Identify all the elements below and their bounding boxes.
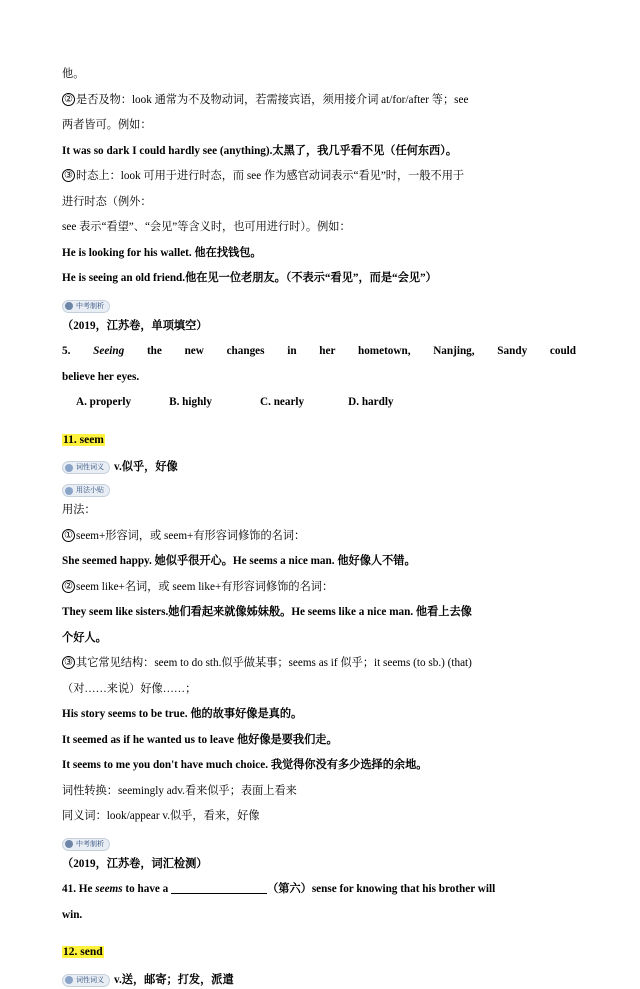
option-a[interactable]: A. properly [76,396,132,408]
exam-analysis-tag-row-2 [62,834,576,852]
line-text: see 表示“看望”、“会见”等含义时，也可用进行时）。例如： [62,221,351,233]
line-text: 词性转换：seemingly adv.看来似乎；表面上看来 [62,784,297,797]
text-line [62,524,576,550]
circled-number-3-icon: ③ [62,169,75,182]
word-form-line [62,779,576,805]
exam-options-row [62,390,576,416]
text-line [62,702,576,728]
exam-analysis-tag-row [62,296,576,314]
circled-number-3-icon: ③ [62,656,75,669]
circled-number-2-icon: ② [62,93,75,106]
pos-meaning-badge: 词性词义 [62,974,110,987]
question-number: 41. He [62,883,93,895]
circled-number-2-icon: ② [62,580,75,593]
line-text: win. [62,908,83,921]
question-number: 5. [62,345,71,357]
exam-question-5-cont [62,365,576,391]
line-text: They seem like sisters.她们看起来就像姊妹般。He seems like a nice man. 他看上去像 [62,606,472,618]
text-line [62,215,576,241]
circled-number-1-icon: ① [62,529,75,542]
line-text: 同义词：look/appear v.似乎，看来，好像 [62,810,260,822]
usage-tip-badge: 用法小贴 [62,484,110,497]
text-line [62,753,576,779]
pos-meaning-row-seem [62,457,576,476]
line-text: He is seeing an old friend.他在见一位老朋友。（不表示“看见”，而是“会见”） [62,272,437,284]
definition-text: v.似乎，好像 [114,461,178,473]
text-line [62,549,576,575]
headword-seem: 11. seem [63,433,104,446]
exam-source-line [62,314,576,340]
line-text: He is looking for his wallet. 他在找钱包。 [62,246,262,259]
usage-tip-row [62,480,576,498]
line-text: 是否及物：look 通常为不及物动词，若需接宾语，须用接介词 at/for/after 等；see [76,93,469,106]
line-text: 其它常见结构：seem to do sth.似乎做某事；seems as if 似乎；it seems (to sb.) (that) [76,657,472,669]
answer-blank[interactable] [171,893,267,894]
synonym-line [62,804,576,830]
line-text: It was so dark I could hardly see (anything).太黑了，我几乎看不见（任何东西）。 [62,144,458,157]
line-text: 时态上：look 可用于进行时态，而 see 作为感官动词表示“看见”时，一般不用于 [76,170,465,182]
exam-question-41-cont [62,903,576,929]
text-line [62,626,576,652]
option-c[interactable]: C. nearly [260,396,305,408]
line-text: It seemed as if he wanted us to leave 他好像是要我们走。 [62,733,338,746]
option-b[interactable]: B. highly [169,396,213,408]
text-line [62,651,576,677]
text-line [62,241,576,267]
line-text: 他。 [62,68,85,80]
text-line [62,266,576,292]
definition-text: v.送，邮寄；打发，派遣 [114,973,234,986]
text-line [62,88,576,114]
line-text: （2019，江苏卷，词汇检测） [62,857,208,870]
text-line [62,728,576,754]
question-keyword: Seeing [93,345,125,357]
text-line [62,62,576,88]
exam-question-41 [62,877,576,903]
exam-analysis-badge: 中考制析 [62,300,110,313]
line-text: seem like+名词，或 seem like+有形容词修饰的名词： [76,580,334,593]
text-line [62,575,576,601]
line-text: （对……来说）好像……； [62,682,197,695]
exam-source-line-2 [62,852,576,878]
question-text: the new changes in her hometown, Nanjing, Sandy could [146,345,577,357]
text-line [62,139,576,165]
usage-heading [62,498,576,524]
text-line [62,600,576,626]
question-keyword: seems [95,883,123,895]
line-text: It seems to me you don't have much choice. 我觉得你没有多少选择的余地。 [62,759,428,771]
line-text: She seemed happy. 她似乎很开心。He seems a nice man. 他好像人不错。 [62,555,416,567]
line-text: 个好人。 [62,631,107,644]
line-text: 用法： [62,504,96,516]
text-line [62,113,576,139]
option-d[interactable]: D. hardly [348,396,394,408]
text-line [62,677,576,703]
text-line [62,164,576,190]
exam-question-5 [62,339,576,365]
line-text: His story seems to be true. 他的故事好像是真的。 [62,708,303,720]
headword-send: 12. send [63,946,103,958]
headword-11 [62,428,576,454]
pos-meaning-badge: 词性词义 [62,461,110,474]
line-text: seem+形容词，或 seem+有形容词修饰的名词： [76,529,306,542]
line-text: 两者皆可。例如： [62,119,152,131]
pos-meaning-row-send [62,970,576,989]
question-text-cont: （第六）sense for knowing that his brother will [267,883,496,895]
text-line [62,190,576,216]
headword-12 [62,940,576,966]
question-text: to have a [125,883,169,895]
line-text: （2019，江苏卷，单项填空） [62,319,208,332]
exam-analysis-badge: 中考制析 [62,838,110,851]
line-text: 进行时态（例外： [62,195,152,208]
line-text: believe her eyes. [62,370,140,383]
